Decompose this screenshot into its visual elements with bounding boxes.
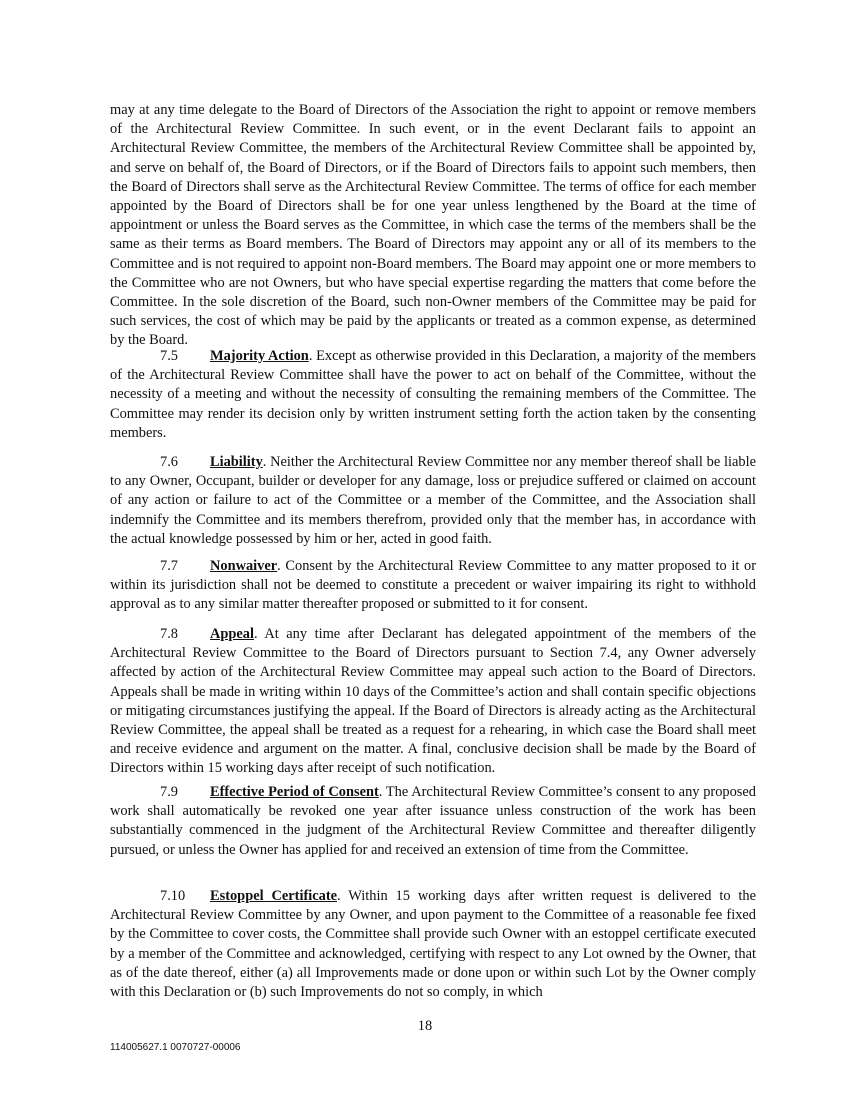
section-number: 7.9 [160, 784, 178, 800]
section-heading: Effective Period of Consent [210, 784, 379, 800]
section-heading: Estoppel Certificate [210, 888, 337, 904]
section-7-9 [110, 783, 756, 860]
section-7-7 [110, 557, 756, 615]
section-7-5 [110, 347, 756, 443]
section-body: . Consent by the Architectural Review Committee to any matter proposed to it or within its jurisdiction shall not be deemed to constitute a precedent or waiver impairing its right to withhold approval as to any similar matter thereafter proposed or submitted to it for consent. [110, 558, 756, 613]
document-id: 114005627.1 0070727-00006 [110, 1042, 241, 1053]
section-heading: Majority Action [210, 348, 309, 364]
section-body: . Neither the Architectural Review Committee nor any member thereof shall be liable to any Owner, Occupant, builder or developer for any damage, loss or prejudice suffered or claimed on account of any action or failure to act of the Committee or a member of the Committee, and the Association shall indemnify the Committee and its members therefrom, provided only that the member has, in accordance with the actual knowledge possessed by him or her, acted in good faith. [110, 454, 756, 547]
section-number: 7.8 [160, 626, 178, 642]
section-heading: Liability [210, 454, 263, 470]
page-number: 18 [417, 1018, 433, 1034]
section-body: . At any time after Declarant has delegated appointment of the members of the Architectural Review Committee to the Board of Directors pursuant to Section 7.4, any Owner adversely affected by action of the Architectural Review Committee may appeal such action to the Board of Directors. Appeals shall be made in writing within 10 days of the Committee’s action and shall contain specific objections or mitigating circumstances justifying the appeal. If the Board of Directors is already acting as the Architectural Review Committee, the appeal shall be treated as a request for a rehearing, in which case the Board shall meet and receive evidence and argument on the matter. A final, conclusive decision shall be made by the Board of Directors within 15 working days after receipt of such notification. [110, 626, 756, 777]
section-number: 7.6 [160, 454, 178, 470]
section-heading: Nonwaiver [210, 558, 278, 574]
section-number: 7.7 [160, 558, 178, 574]
section-number: 7.5 [160, 348, 178, 364]
intro-paragraph: may at any time delegate to the Board of Directors of the Association the right to appoint or remove members of the Architectural Review Committee. In such event, or in the event Declarant fails to appoint an Architectural Review Committee, the members of the Architectural Review Committee shall be appointed by, and serve on behalf of, the Board of Directors, or if the Board of Directors fails to appoint such members, then the Board of Directors shall serve as the Architectural Review Committee. The terms of office for each member appointed by the Board of Directors shall be for one year unless lengthened by the Board at the time of appointment or unless the Board serves as the Committee, in which case the terms of the members shall be the same as their terms as Board members. The Board of Directors may appoint any or all of its members to the Committee and is not required to appoint non-Board members. The Board may appoint one or more members to the Committee who are not Owners, but who have special expertise regarding the matters that come before the Committee. In the sole discretion of the Board, such non-Owner members of the Committee may be paid for such services, the cost of which may be paid by the applicants or treated as a common expense, as determined by the Board. [110, 102, 756, 349]
section-number: 7.10 [160, 888, 186, 904]
section-body: . Within 15 working days after written request is delivered to the Architectural Review Committee by any Owner, and upon payment to the Committee of a reasonable fee fixed by the Committee to cover costs, the Committee shall provide such Owner with an estoppel certificate executed by a member of the Committee and acknowledged, certifying with respect to any Lot owned by the Owner, that as of the date thereof, either (a) all Improvements made or done upon or within such Lot by the Owner comply with this Declaration or (b) such Improvements do not so comply, in which [110, 888, 756, 1001]
section-heading: Appeal [210, 626, 254, 642]
section-body: . The Architectural Review Committee’s consent to any proposed work shall automatically be revoked one year after issuance unless construction of the work has been substantially commenced in the judgment of the Architectural Review Committee and thereafter diligently pursued, or unless the Owner has applied for and received an extension of time from the Committee. [110, 784, 756, 858]
section-body: . Except as otherwise provided in this Declaration, a majority of the members of the Architectural Review Committee shall have the power to act on behalf of the Committee, without the necessity of a meeting and without the necessity of consulting the remaining members of the Committee. The Committee may render its decision only by written instrument setting forth the action taken by the consenting members. [110, 348, 756, 441]
section-7-6 [110, 453, 756, 549]
section-7-8 [110, 625, 756, 779]
section-7-10 [110, 887, 756, 1002]
